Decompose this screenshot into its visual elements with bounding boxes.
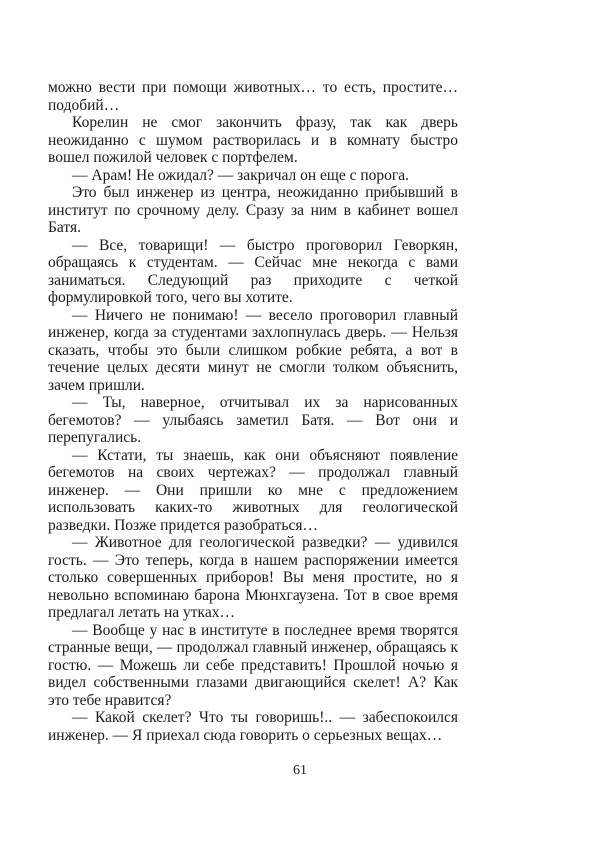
paragraph: — Все, товарищи! — быстро проговорил Геворкян, обращаясь к студентам. — Сейчас мне некогда с вами заниматься. Следующий раз приходите с четкой формулировкой того, чего вы хотите. — [48, 236, 458, 306]
paragraph: — Ничего не понимаю! — весело проговорил главный инженер, когда за студентами захлопнулась дверь. — Нельзя сказать, чтобы это были слишком робкие ребята, а вот в течение целых десяти минут не смогли толком объяснить, зачем пришли. — [48, 306, 458, 394]
paragraph: Это был инженер из центра, неожиданно прибывший в институт по срочному делу. Сразу за ним в кабинет вошел Батя. — [48, 184, 458, 236]
body-text — [48, 79, 458, 744]
paragraph: — Ты, наверное, отчитывал их за нарисованных бегемотов? — улыбаясь заметил Батя. — Вот они и перепугались. — [48, 394, 458, 446]
paragraph: — Какой скелет? Что ты говоришь!.. — забеспокоился инженер. — Я приехал сюда говорить о серьезных вещах… — [48, 709, 458, 744]
paragraph: — Вообще у нас в институте в последнее время творятся странные вещи, — продолжал главный инженер, обращаясь к гостю. — Можешь ли себе представить! Прошлой ночью я видел собственными глазами двигающийся скелет! А? Как это тебе нравится? — [48, 621, 458, 709]
paragraph: — Арам! Не ожидал? — закричал он еще с порога. — [72, 166, 410, 184]
paragraph: — Животное для геологической разведки? — удивился гость. — Это теперь, когда в нашем распоряжении имеется столько совершенных приборов! Вы меня простите, но я невольно вспоминаю барона Мюнхгаузена. Тот в свое время предлагал летать на утках… — [48, 534, 458, 621]
page-number: 61 — [293, 763, 307, 778]
paragraph: можно вести при помощи животных… то есть, простите… подобий… — [48, 79, 458, 114]
paragraph: — Кстати, ты знаешь, как они объясняют появление бегемотов на своих чертежах? — продолжал главный инженер. — Они пришли ко мне с предложением использовать каких-то животных для геологической разведки. Позже придется разобраться… — [48, 446, 458, 534]
paragraph: Корелин не смог закончить фразу, так как дверь неожиданно с шумом растворилась и в комнату быстро вошел пожилой человек с портфелем. — [48, 114, 458, 166]
